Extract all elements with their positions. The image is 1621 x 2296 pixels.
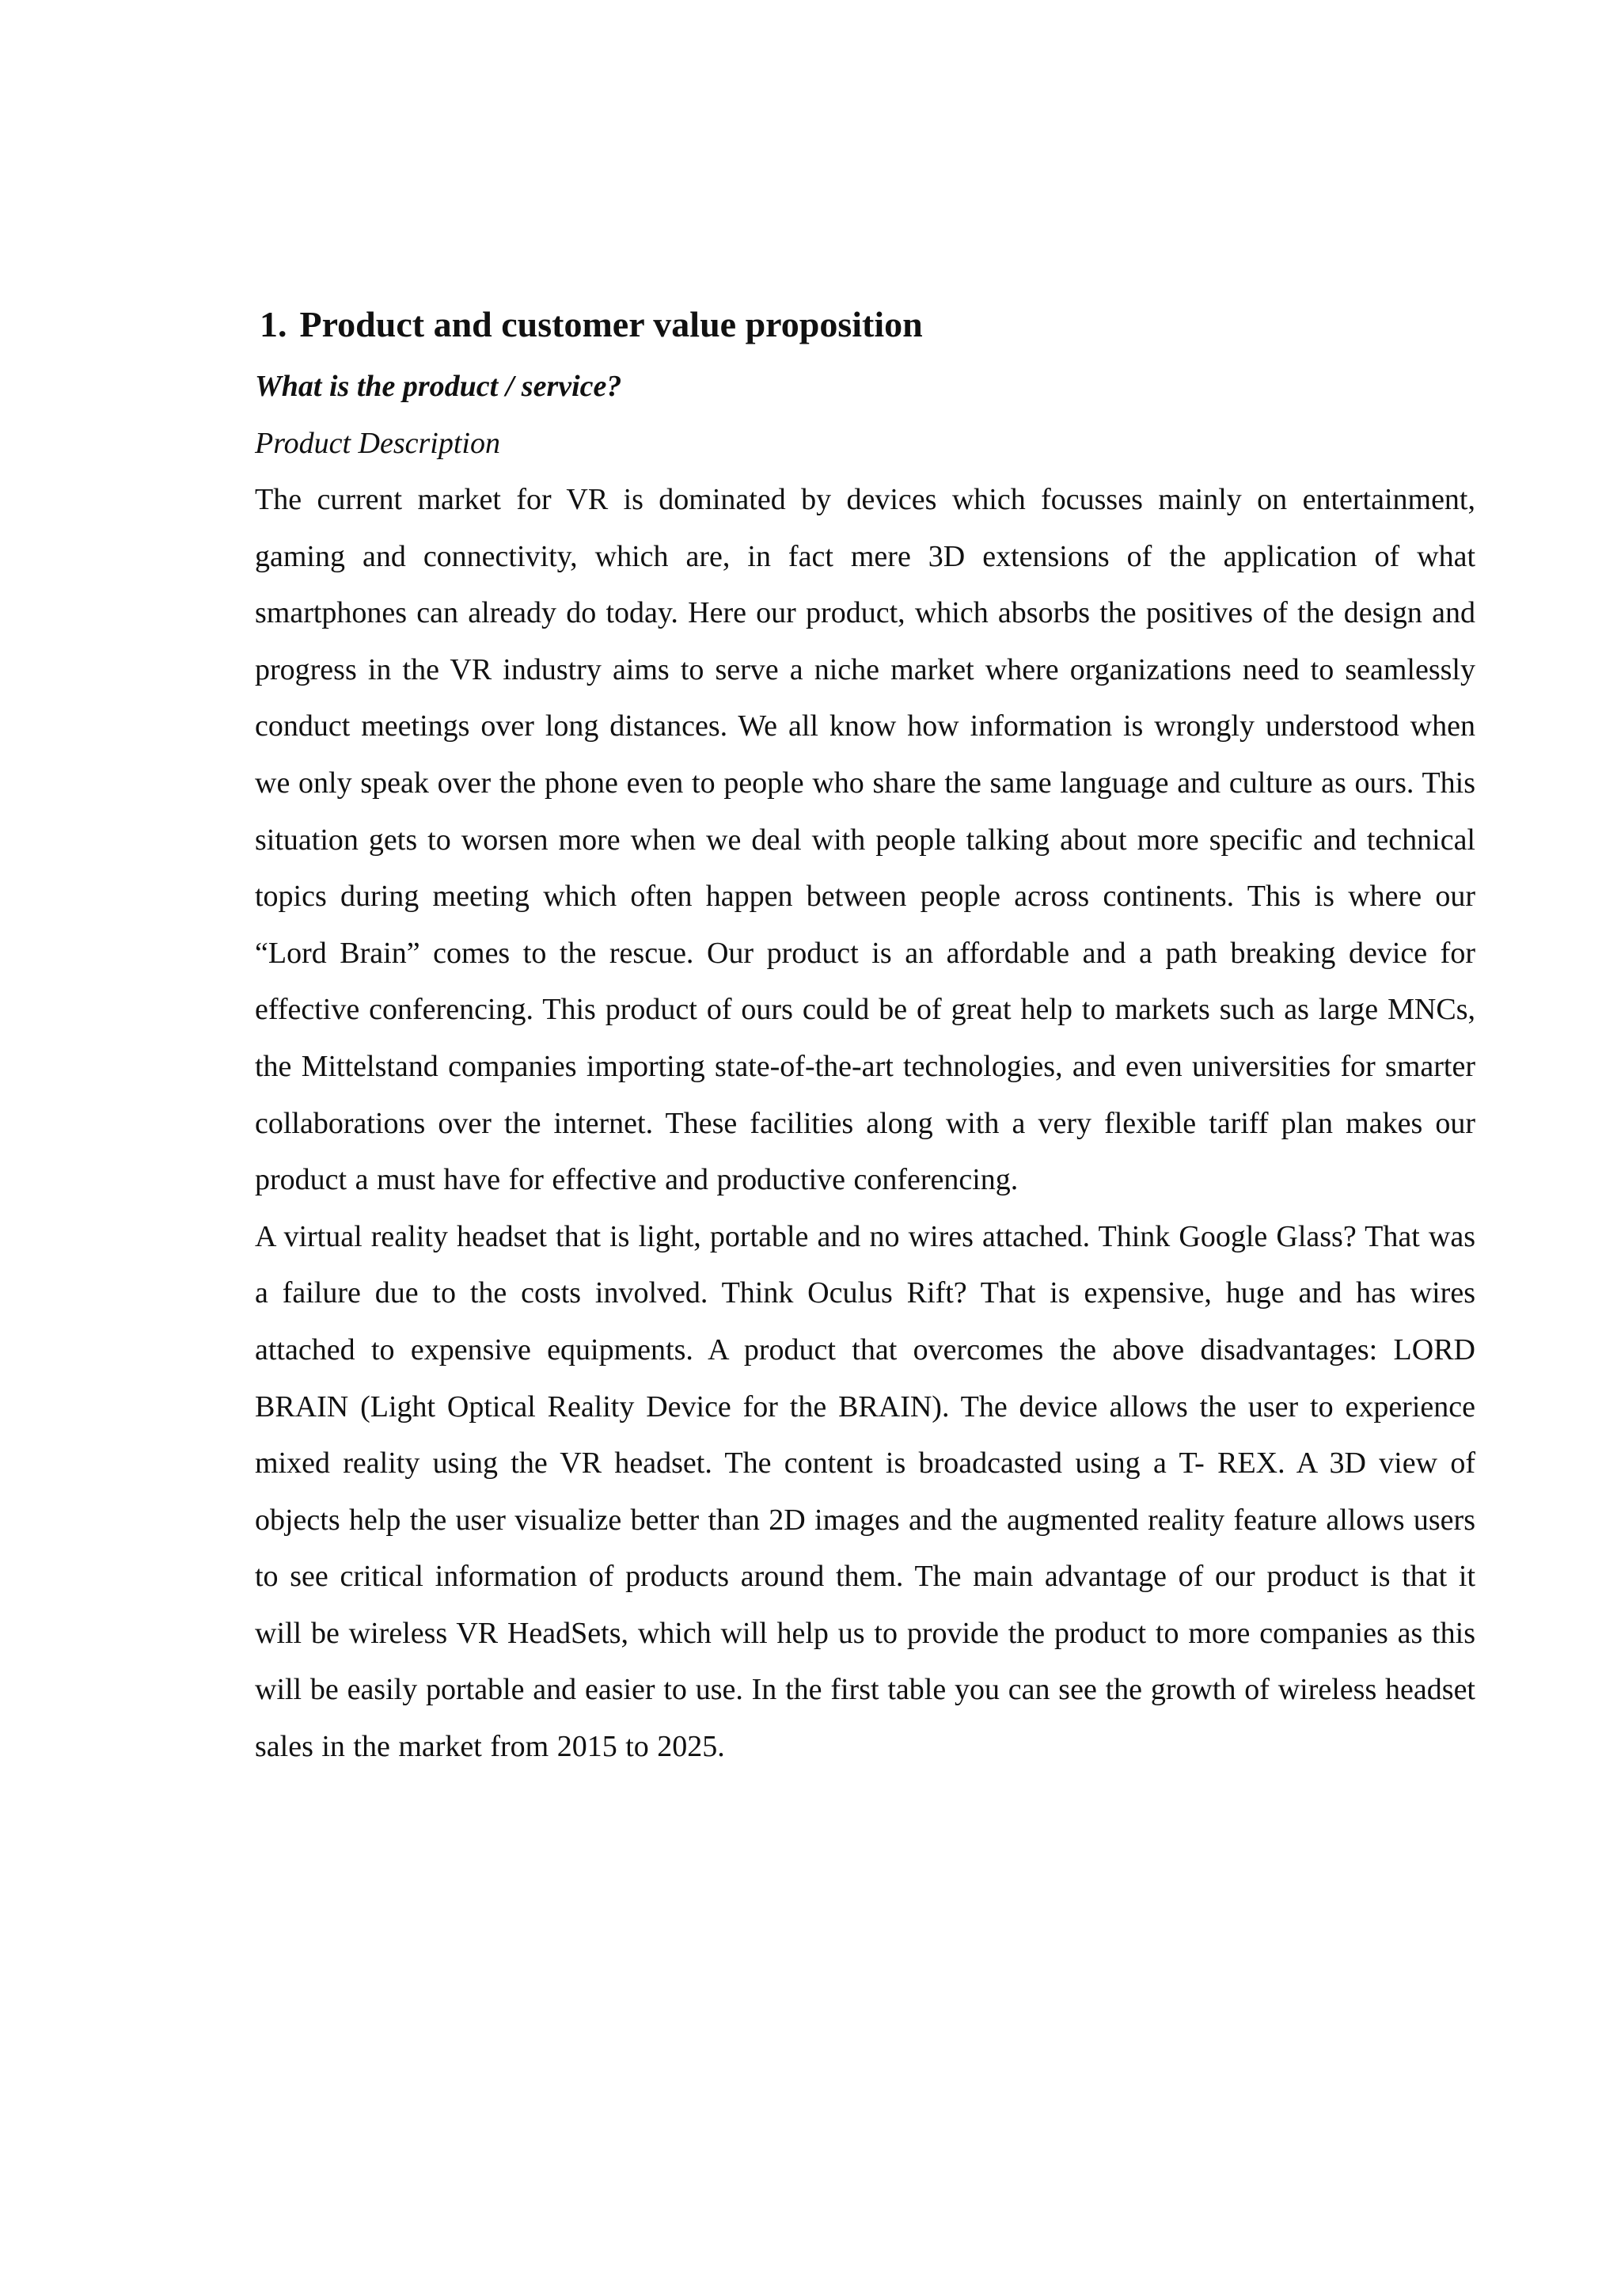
product-description-label: Product Description bbox=[255, 427, 500, 460]
section-heading bbox=[260, 291, 1475, 358]
body-paragraph: A virtual reality headset that is light, portable and no wires attached. Think Google Glass? That was a failure due to the costs involved. Think Oculus Rift? That is expensive, huge and has wires attached to expensive equipments. A product that overcomes the above disadvantages: LORD BRAIN (Light Optical Reality Device for the BRAIN). The device allows the user to experience mixed reality using the VR headset. The content is broadcasted using a T- REX. A 3D view of objects help the user visualize better than 2D images and the augmented reality feature allows users to see critical information of products around them. The main advantage of our product is that it will be wireless VR HeadSets, which will help us to provide the product to more companies as this will be easily portable and easier to use. In the first table you can see the growth of wireless headset sales in the market from 2015 to 2025. bbox=[255, 1219, 1475, 1764]
page-content bbox=[255, 291, 1475, 1776]
body-paragraph: The current market for VR is dominated by devices which focusses mainly on entertainment, gaming and connectivity, which are, in fact mere 3D extensions of the application of what smartphones can already do today. Here our product, which absorbs the positives of the design and progress in the VR industry aims to serve a niche market where organizations need to seamlessly conduct meetings over long distances. We all know how information is wrongly understood when we only speak over the phone even to people who share the same language and culture as ours. This situation gets to worsen more when we deal with people talking about more specific and technical topics during meeting which often happen between people across continents. This is where our “Lord Brain” comes to the rescue. Our product is an affordable and a path breaking device for effective conferencing. This product of ours could be of great help to markets such as large MNCs, the Mittelstand companies importing state-of-the-art technologies, and even universities for smarter collaborations over the internet. These facilities along with a very flexible tariff plan makes our product a must have for effective and productive conferencing. bbox=[255, 483, 1475, 1197]
section-title: Product and customer value proposition bbox=[299, 304, 923, 344]
question-heading: What is the product / service? bbox=[255, 370, 622, 403]
section-number: 1. bbox=[260, 304, 287, 344]
